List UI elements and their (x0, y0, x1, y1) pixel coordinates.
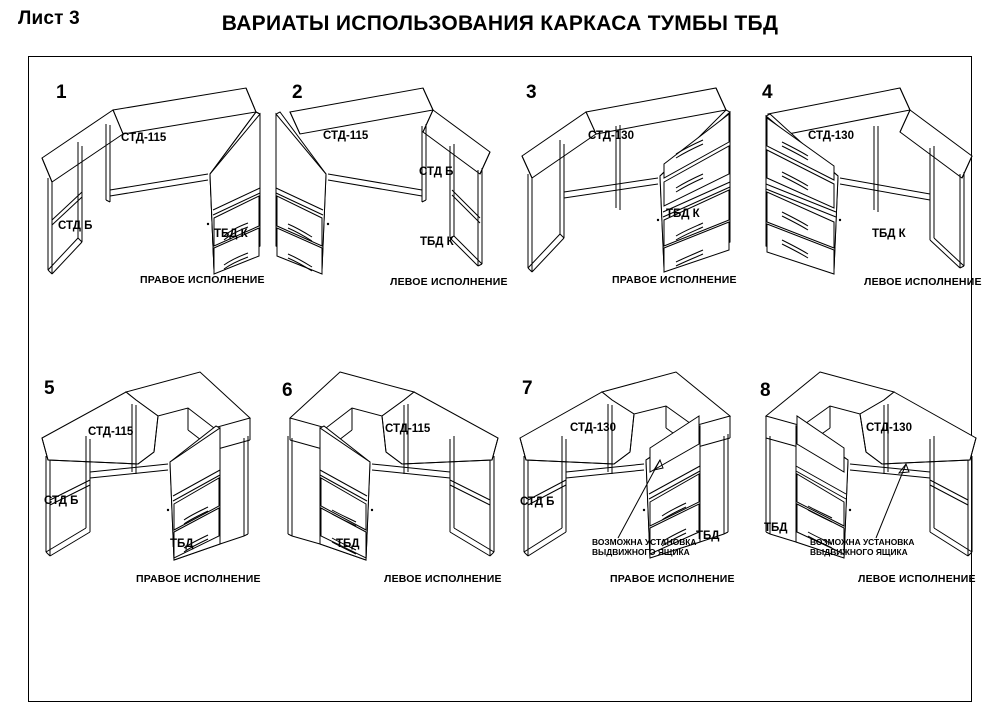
drawer-note-line2-7: ВЫДВИЖНОГО ЯЩИКА (592, 547, 690, 557)
pedestal-label-1: ТБД К (214, 228, 248, 240)
top-label-3: СТД-130 (588, 130, 634, 142)
panel-number: 3 (526, 82, 537, 103)
pedestal-label-6: ТБД (336, 538, 360, 550)
panel-1 (28, 70, 268, 310)
top-label-2: СТД-115 (323, 130, 369, 142)
panel-caption-5: ПРАВОЕ ИСПОЛНЕНИЕ (136, 573, 261, 585)
panel-number: 5 (44, 378, 55, 399)
panel-number: 1 (56, 82, 67, 103)
side-label-2: СТД Б (419, 166, 454, 178)
panel-5 (28, 360, 268, 610)
drawer-note-line2-8: ВЫДВИЖНОГО ЯЩИКА (810, 547, 908, 557)
pedestal-label-5: ТБД (170, 538, 194, 550)
drawer-note-line1-8: ВОЗМОЖНА УСТАНОВКА (810, 537, 915, 547)
panel-number: 4 (762, 82, 773, 103)
top-label-4: СТД-130 (808, 130, 854, 142)
side-label-5: СТД Б (44, 495, 79, 507)
desk-drawing-2 (268, 70, 508, 310)
drawer-note-line1-7: ВОЗМОЖНА УСТАНОВКА (592, 537, 697, 547)
panel-caption-2: ЛЕВОЕ ИСПОЛНЕНИЕ (390, 276, 508, 288)
top-label-6: СТД-115 (385, 423, 431, 435)
page-title: ВАРИАТЫ ИСПОЛЬЗОВАНИЯ КАРКАСА ТУМБЫ ТБД (221, 12, 779, 35)
panel-3 (508, 70, 748, 310)
panel-number: 6 (282, 380, 293, 401)
panel-4 (748, 70, 988, 310)
panel-7 (508, 360, 748, 610)
pedestal-label-8: ТБД (764, 522, 788, 534)
desk-drawing-4 (748, 70, 988, 310)
sheet-label: Лист 3 (18, 8, 80, 29)
panel-8 (748, 360, 988, 610)
panel-caption-4: ЛЕВОЕ ИСПОЛНЕНИЕ (864, 276, 982, 288)
panel-caption-7: ПРАВОЕ ИСПОЛНЕНИЕ (610, 573, 735, 585)
pedestal-label-3: ТБД К (666, 208, 700, 220)
panel-2 (268, 70, 508, 310)
pedestal-label-4: ТБД К (872, 228, 906, 240)
top-label-7: СТД-130 (570, 422, 616, 434)
panel-6 (268, 360, 508, 610)
panel-number: 8 (760, 380, 771, 401)
panel-number: 7 (522, 378, 533, 399)
side-label-7: СТД Б (520, 496, 555, 508)
top-label-8: СТД-130 (866, 422, 912, 434)
top-label-5: СТД-115 (88, 426, 134, 438)
pedestal-label-7: ТБД (696, 530, 720, 542)
panel-caption-1: ПРАВОЕ ИСПОЛНЕНИЕ (140, 274, 265, 286)
panel-caption-3: ПРАВОЕ ИСПОЛНЕНИЕ (612, 274, 737, 286)
side-label-1: СТД Б (58, 220, 93, 232)
panel-caption-6: ЛЕВОЕ ИСПОЛНЕНИЕ (384, 573, 502, 585)
panel-number: 2 (292, 82, 303, 103)
pedestal-label-2: ТБД К (420, 236, 454, 248)
panel-caption-8: ЛЕВОЕ ИСПОЛНЕНИЕ (858, 573, 976, 585)
top-label-1: СТД-115 (121, 132, 167, 144)
